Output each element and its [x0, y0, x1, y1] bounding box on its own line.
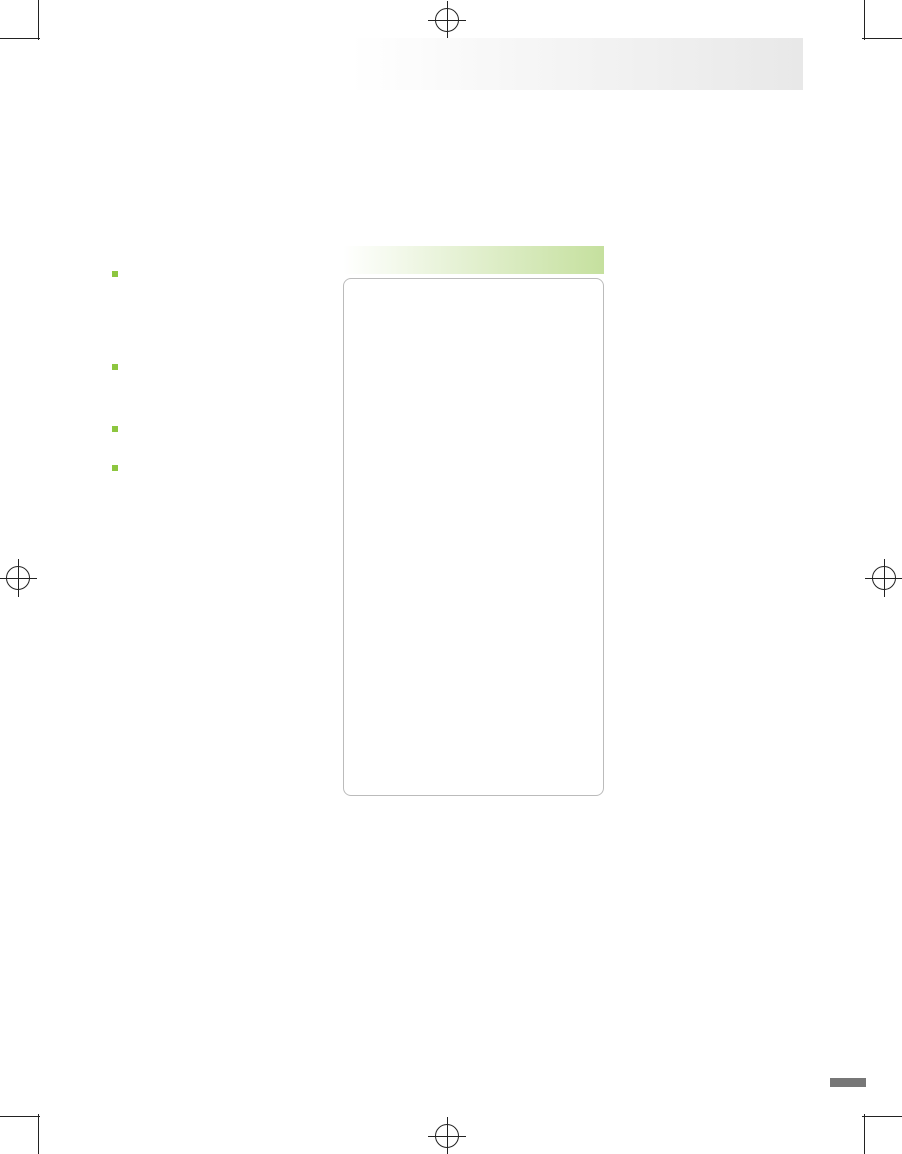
terminal-item [112, 426, 327, 435]
footer-bar [830, 1078, 866, 1087]
cable-item [112, 271, 332, 280]
crop-mark [38, 0, 39, 40]
bullet-icon [112, 426, 118, 432]
crop-mark [0, 38, 40, 39]
terminal-item [112, 364, 327, 373]
registration-mark-icon [435, 1124, 459, 1148]
bullet-icon [112, 465, 118, 471]
bullet-icon [112, 271, 118, 277]
registration-mark-icon [6, 566, 30, 590]
registration-mark-icon [872, 566, 896, 590]
crop-mark [862, 38, 902, 39]
pinout-header [343, 246, 604, 274]
header-band [350, 38, 803, 90]
pinout-box [343, 278, 604, 796]
crop-mark [0, 1116, 40, 1117]
terminal-item [112, 465, 327, 474]
crop-mark [864, 1114, 865, 1154]
crop-mark [862, 1116, 902, 1117]
registration-mark-icon [435, 8, 459, 32]
bullet-icon [112, 364, 118, 370]
crop-mark [864, 0, 865, 40]
crop-mark [38, 1114, 39, 1154]
